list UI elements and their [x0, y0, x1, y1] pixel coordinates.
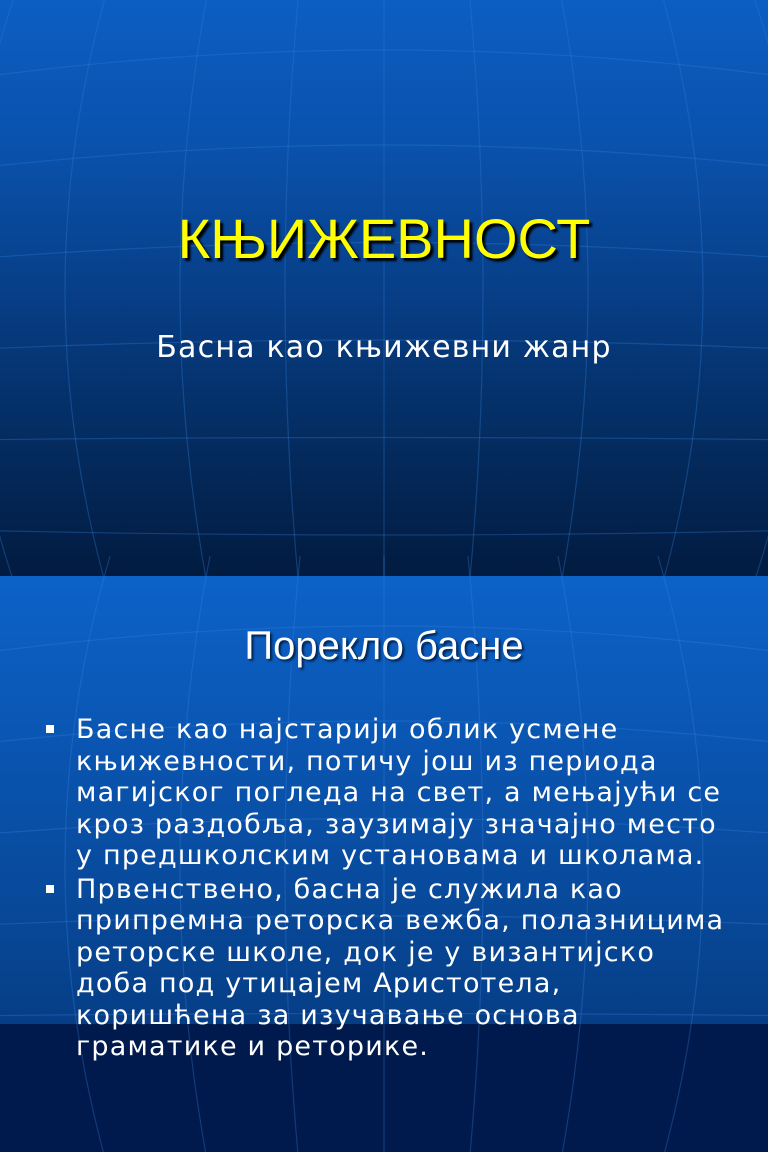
bullet-item [44, 714, 734, 872]
bullet-list [44, 714, 734, 1065]
bullet-square-icon [46, 725, 54, 733]
slide-title: КЊИЖЕВНОСТ [177, 207, 591, 270]
bullet-text: Басне као најстарији облик усмене књижевности, потичу још из периода магијског погледа на свет, а мењајући се кроз раздобља, заузимају значајно место у предшколским установама и школама. [76, 714, 722, 871]
bullet-text: Првенствено, басна је служила као припремна реторска вежба, полазницима реторске школе, док је у византијско доба под утицајем Аристотела, коришћена за изучавање основа граматике и реторике. [76, 873, 725, 1062]
bullet-item [44, 874, 734, 1063]
content-slide [0, 576, 768, 1062]
bullet-square-icon [46, 885, 54, 893]
slide-subtitle: Басна као књижевни жанр [156, 330, 612, 365]
slide-title: Порекло басне [244, 624, 524, 668]
